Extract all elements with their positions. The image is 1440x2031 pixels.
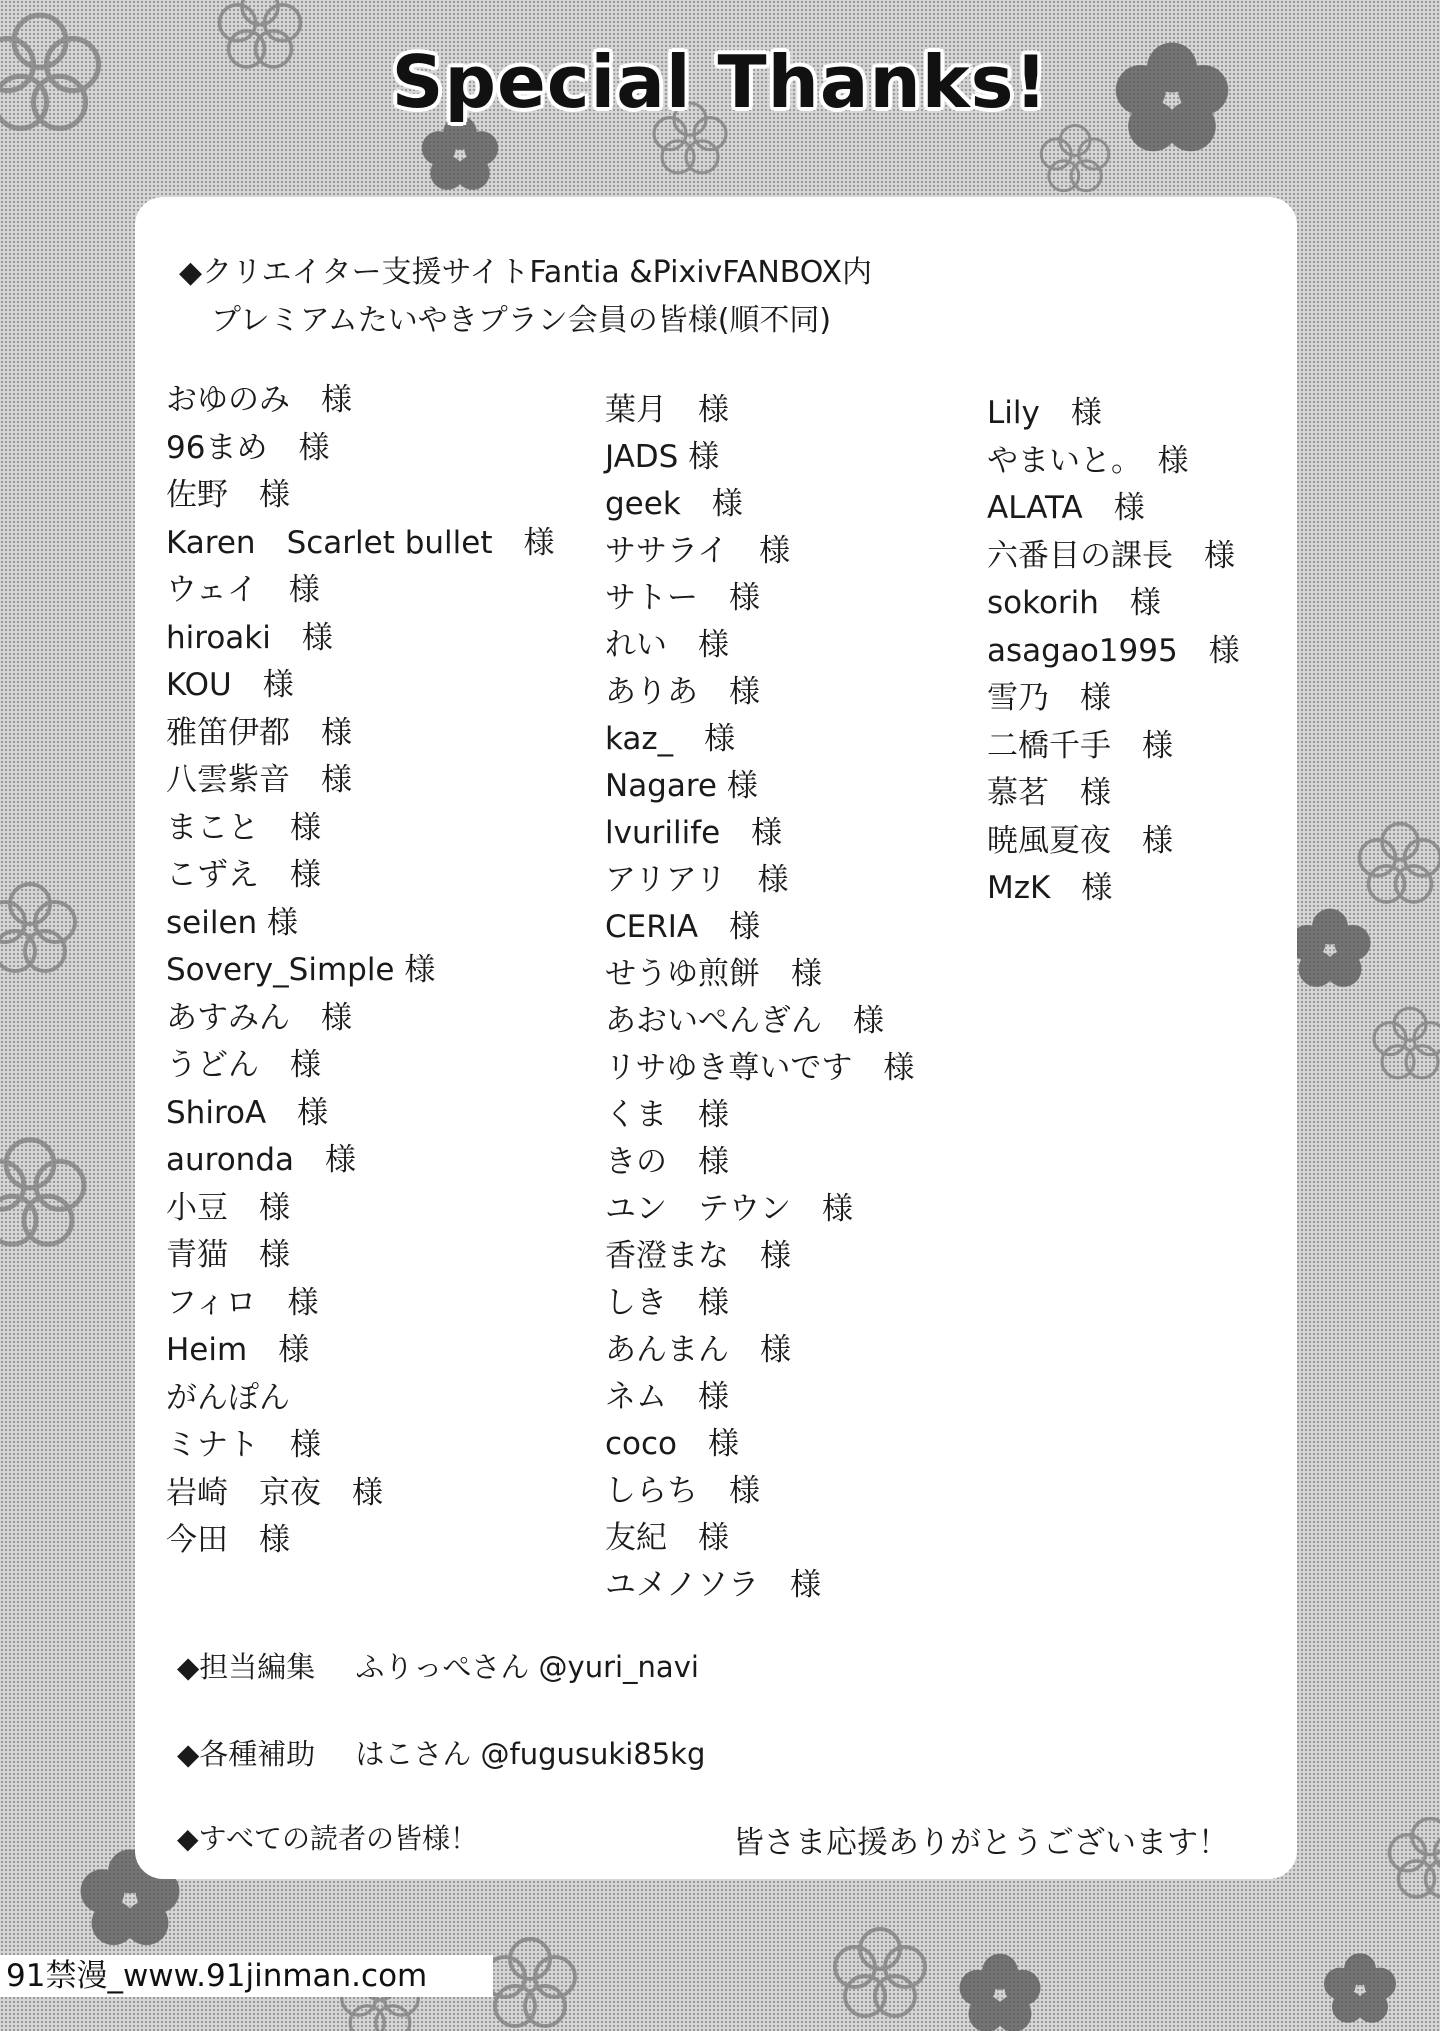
supporter-name: ネム 様 (605, 1379, 729, 1415)
thanks-panel (135, 197, 1297, 1879)
supporter-name: 六番目の課長 様 (987, 537, 1235, 574)
supporter-name: きの 様 (605, 1144, 729, 1180)
supporter-name: まこと 様 (166, 809, 321, 846)
supporter-name: しらち 様 (605, 1473, 760, 1509)
supporter-name: 二橋千手 様 (987, 727, 1173, 764)
supporter-name: こずえ 様 (166, 857, 321, 893)
supporter-name: がんぽん (166, 1379, 290, 1416)
supporter-name: ミナト 様 (166, 1427, 321, 1463)
supporter-name: 今田 様 (166, 1522, 290, 1558)
supporter-name: seilen 様 (166, 904, 299, 941)
names-column-2 (605, 387, 914, 1609)
supporter-name: asagao1995 様 (987, 632, 1240, 669)
names-column-3 (987, 390, 1240, 913)
supporter-name: アリアリ 様 (605, 862, 789, 898)
heading-line-1: ◆クリエイター支援サイトFantia &PixivFANBOX内 (179, 255, 873, 290)
supporter-name: ありあ 様 (605, 674, 760, 710)
page-title: Special Thanks! (391, 40, 1049, 124)
supporter-name: ユメノソラ 様 (605, 1567, 822, 1603)
supporter-name: 葉月 様 (605, 392, 729, 428)
supporter-name: 雪乃 様 (987, 680, 1111, 716)
supporter-name: ウェイ 様 (166, 572, 320, 608)
heading-line-2: プレミアムたいやきプラン会員の皆様(順不同) (211, 303, 832, 338)
supporter-name: しき 様 (605, 1285, 729, 1321)
supporter-name: MzK 様 (987, 870, 1113, 906)
supporter-name: CERIA 様 (605, 909, 761, 945)
supporter-name: 友紀 様 (605, 1520, 729, 1556)
supporter-name: サトー 様 (605, 580, 760, 616)
supporter-name: フィロ 様 (166, 1284, 319, 1321)
supporter-name: Lily 様 (987, 395, 1102, 431)
supporter-name: あんまん 様 (605, 1332, 791, 1368)
supporter-name: くま 様 (605, 1097, 729, 1133)
assist-label: ◆各種補助 (177, 1737, 316, 1771)
assist-value: はこさん @fugusuki85kg (355, 1737, 706, 1771)
supporter-name: sokorih 様 (987, 585, 1161, 621)
supporter-name: kaz_ 様 (605, 721, 736, 757)
closing-message: 皆さま応援ありがとうございます！ (733, 1825, 1229, 1861)
editor-label: ◆担当編集 (177, 1650, 316, 1684)
supporter-name: やまいと。 様 (987, 442, 1189, 479)
names-column-1 (166, 377, 555, 1565)
readers-thanks: ◆すべての読者の皆様！ (177, 1822, 478, 1855)
supporter-name: Karen Scarlet bullet 様 (166, 524, 555, 561)
supporter-name: auronda 様 (166, 1142, 356, 1178)
supporter-name: 佐野 様 (166, 477, 290, 513)
supporter-name: 八雲紫音 様 (166, 762, 352, 798)
assist-credit (177, 1732, 705, 1773)
supporter-name: 香澄まな 様 (605, 1238, 791, 1274)
supporter-name: lvurilife 様 (605, 815, 783, 851)
supporter-name: 青猫 様 (166, 1237, 290, 1273)
supporter-name: ALATA 様 (987, 490, 1145, 526)
editor-value: ふりっぺさん @yuri_navi (355, 1650, 699, 1684)
supporters-heading (179, 249, 872, 345)
site-watermark: 91禁漫_www.91jinman.com (0, 1955, 493, 1997)
supporter-name: Nagare 様 (605, 768, 758, 804)
supporter-name: 小豆 様 (166, 1189, 290, 1226)
supporter-name: 慕茗 様 (987, 775, 1111, 811)
supporter-name: ササライ 様 (605, 533, 791, 569)
supporter-name: 雅笛伊都 様 (166, 714, 352, 751)
supporter-name: 暁風夏夜 様 (987, 822, 1173, 859)
supporter-name: うどん 様 (166, 1047, 321, 1083)
supporter-name: おゆのみ 様 (166, 382, 352, 418)
supporter-name: KOU 様 (166, 667, 294, 703)
supporter-name: JADS 様 (605, 439, 720, 475)
editor-credit (177, 1645, 699, 1686)
supporter-name: hiroaki 様 (166, 619, 333, 656)
supporter-name: せうゆ煎餅 様 (605, 956, 822, 992)
supporter-name: リサゆき尊いです 様 (605, 1050, 915, 1086)
supporter-name: ユン テウン 様 (605, 1191, 853, 1227)
supporter-name: Heim 様 (166, 1332, 310, 1368)
supporter-name: 96まめ 様 (166, 429, 330, 466)
supporter-name: Sovery_Simple 様 (166, 952, 436, 988)
supporter-name: geek 様 (605, 486, 743, 522)
supporter-name: れい 様 (605, 627, 729, 663)
supporter-name: あすみん 様 (166, 999, 352, 1036)
supporter-name: ShiroA 様 (166, 1094, 329, 1131)
supporter-name: coco 様 (605, 1426, 740, 1462)
supporter-name: あおいぺんぎん 様 (605, 1003, 884, 1039)
supporter-name: 岩崎 京夜 様 (166, 1474, 383, 1511)
